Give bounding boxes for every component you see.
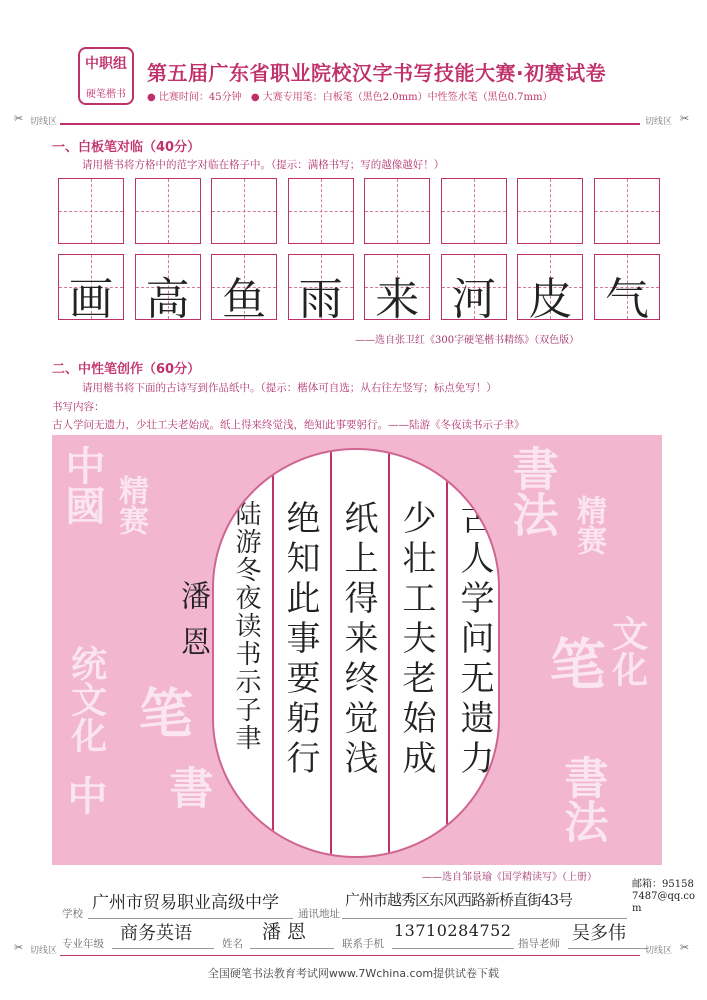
section2-source: ——选自邹景瑜《国学精读写》（上册） bbox=[422, 872, 597, 883]
section1-source: ——选自张卫红《300字硬笔楷书精练》（双色版） bbox=[355, 335, 580, 346]
model-cell bbox=[211, 254, 277, 325]
practice-cell[interactable] bbox=[441, 178, 507, 244]
major-label: 专业年级 bbox=[62, 938, 104, 950]
artwork-oval bbox=[212, 448, 500, 858]
model-char: 鱼 bbox=[222, 274, 267, 325]
poem-text: 古人学问无遗力，少壮工夫老始成。纸上得来终觉浅，绝知此事要躬行。——陆游《冬夜读书示子聿》 bbox=[52, 419, 525, 431]
name-label: 姓名 bbox=[222, 938, 243, 950]
model-cell bbox=[58, 254, 124, 325]
teacher-field[interactable]: 吴多伟 bbox=[572, 923, 626, 944]
watermark: 中 bbox=[61, 775, 108, 815]
content-label: 书写内容： bbox=[52, 401, 105, 413]
phone-label: 联系手机 bbox=[342, 938, 384, 950]
model-char: 来 bbox=[375, 274, 420, 325]
cut-label-right-bottom: 切线区 bbox=[645, 946, 673, 956]
cut-label-left: 切线区 bbox=[30, 117, 58, 127]
section2-instruction: 请用楷书将下面的古诗写到作品纸中。（提示：楷体可自选；从右往左竖写；标点免写！） bbox=[82, 382, 497, 394]
watermark: 笔 bbox=[540, 635, 607, 691]
model-cell bbox=[135, 254, 201, 325]
school-field[interactable]: 广州市贸易职业高级中学 bbox=[92, 893, 279, 913]
name-field[interactable]: 潘恩 bbox=[262, 921, 313, 943]
column-line bbox=[330, 450, 332, 856]
model-char: 高 bbox=[145, 274, 190, 325]
exam-meta bbox=[147, 88, 558, 103]
email-field[interactable]: 邮箱：951587487@qq.com bbox=[632, 879, 696, 914]
watermark: 書法 bbox=[505, 445, 560, 537]
section1-instruction: 请用楷书将方格中的范字对临在格子中。（提示：满格书写；写的越像越好！） bbox=[82, 159, 445, 171]
practice-cell[interactable] bbox=[594, 178, 660, 244]
major-underline bbox=[112, 948, 214, 949]
badge-bottom: 硬笔楷书 bbox=[86, 89, 126, 100]
exam-time: ● 比赛时间：45分钟 bbox=[147, 92, 242, 103]
model-char: 河 bbox=[451, 274, 496, 325]
scissors-icon: ✂ bbox=[14, 941, 24, 954]
model-char: 画 bbox=[69, 274, 113, 325]
name-underline bbox=[250, 948, 334, 949]
watermark: 文化 bbox=[606, 615, 649, 687]
teacher-label: 指导老师 bbox=[518, 938, 560, 950]
column-line bbox=[446, 450, 448, 856]
model-cell bbox=[288, 254, 354, 325]
cut-label-right: 切线区 bbox=[645, 117, 673, 127]
model-cell bbox=[517, 254, 583, 325]
address-field[interactable]: 广州市越秀区东风西路新桥直街43号 bbox=[345, 891, 573, 909]
column-line bbox=[272, 450, 274, 856]
exam-pen: ● 大赛专用笔：白板笔（黑色2.0mm）中性签水笔（黑色0.7mm） bbox=[250, 92, 553, 103]
poem-column-2: 少壮工夫老始成 bbox=[396, 500, 436, 780]
exam-title: 第五届广东省职业院校汉字书写技能大赛·初赛试卷 bbox=[147, 61, 607, 85]
footer-text: 全国硬笔书法教育考试网www.7Wchina.com提供试卷下载 bbox=[207, 967, 500, 980]
section1-heading: 一、白板笔对临（40分） bbox=[52, 140, 201, 155]
model-char: 皮 bbox=[528, 274, 573, 325]
model-cell bbox=[594, 254, 660, 325]
teacher-underline bbox=[568, 948, 648, 949]
watermark: 中國 bbox=[59, 445, 106, 525]
watermark: 精赛 bbox=[113, 475, 148, 535]
cut-line-top bbox=[60, 123, 640, 125]
watermark: 書 bbox=[161, 765, 213, 809]
watermark: 笔 bbox=[130, 685, 195, 739]
cut-line-bottom bbox=[60, 955, 640, 956]
phone-field[interactable]: 13710284752 bbox=[394, 921, 512, 940]
practice-cell[interactable] bbox=[517, 178, 583, 244]
practice-cell[interactable] bbox=[288, 178, 354, 244]
model-cell bbox=[441, 254, 507, 325]
address-label: 通讯地址 bbox=[298, 908, 340, 920]
poem-column-3: 纸上得来终觉浅 bbox=[338, 500, 378, 780]
watermark: 書法 bbox=[556, 755, 608, 843]
poem-column-1: 古人学问无遗力 bbox=[454, 500, 494, 780]
model-cell bbox=[364, 254, 430, 325]
model-char: 雨 bbox=[298, 274, 343, 325]
signature-name: 潘恩 bbox=[175, 580, 210, 672]
poem-column-4: 绝知此事要躬行 bbox=[280, 500, 320, 780]
model-char: 气 bbox=[604, 274, 649, 325]
scissors-icon: ✂ bbox=[14, 112, 24, 125]
scissors-icon: ✂ bbox=[680, 941, 690, 954]
section2-heading: 二、中性笔创作（60分） bbox=[52, 362, 201, 377]
watermark: 精赛 bbox=[571, 495, 606, 555]
group-badge bbox=[78, 47, 134, 105]
poem-column-5: 陆游冬夜读书示子聿 bbox=[231, 500, 261, 752]
column-line bbox=[388, 450, 390, 856]
practice-cell[interactable] bbox=[135, 178, 201, 244]
cut-label-left-bottom: 切线区 bbox=[30, 946, 58, 956]
practice-cell[interactable] bbox=[58, 178, 124, 244]
major-field[interactable]: 商务英语 bbox=[120, 923, 192, 944]
watermark: 统文化 bbox=[65, 645, 108, 753]
school-label: 学校 bbox=[62, 908, 83, 920]
practice-cell[interactable] bbox=[211, 178, 277, 244]
scissors-icon: ✂ bbox=[680, 112, 690, 125]
phone-underline bbox=[392, 948, 514, 949]
badge-top: 中职组 bbox=[85, 56, 127, 72]
practice-cell[interactable] bbox=[364, 178, 430, 244]
model-grid-row bbox=[58, 254, 660, 325]
practice-grid-row-top bbox=[58, 178, 660, 244]
